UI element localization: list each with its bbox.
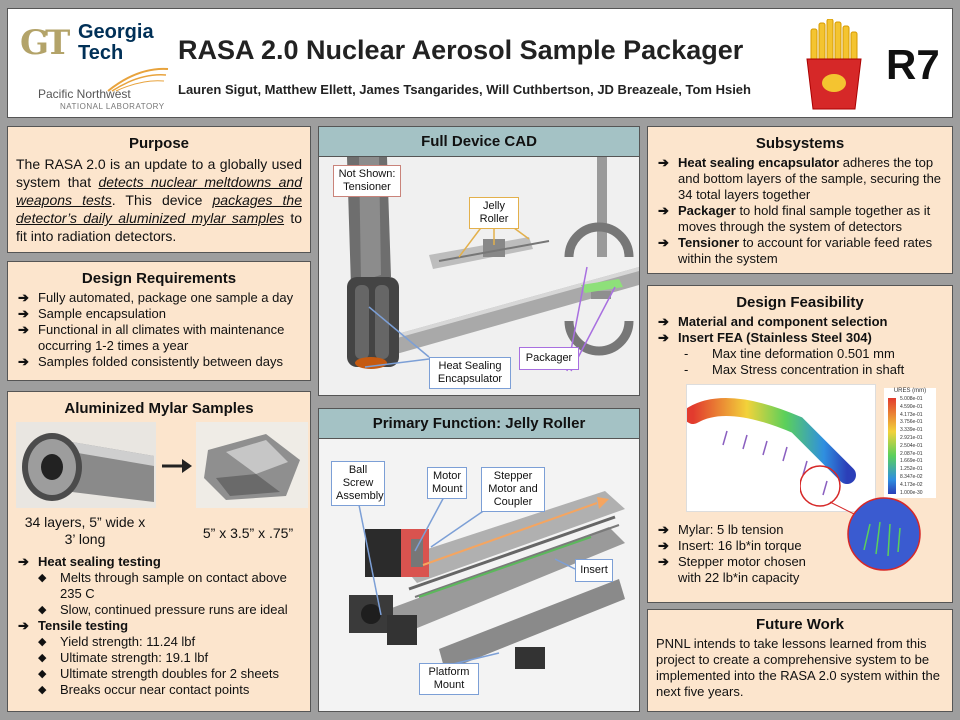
mylar-caption-left: 34 layers, 5” wide x 3’ long [24,514,146,547]
heat-sealing-testing-heading: ➔ Heat sealing testing [18,554,161,569]
list-item: - Max Stress concentration in shaft [684,362,905,377]
gt-logo-line1: Georgia [78,21,154,43]
heat-sealing-list [36,570,302,618]
list-item: ➔ Functional in all climates with maintenance occurring 1-2 times a year [18,322,285,353]
purpose-text-3: to fit into radiation detectors. [16,210,302,244]
poster-title: RASA 2.0 Nuclear Aerosol Sample Packager [178,35,744,65]
list-item: ➔ Insert: 16 lb*in torque [658,538,802,553]
full-device-cad-title: Full Device CAD [319,127,639,157]
callout-motor-mount: Motor Mount [427,467,467,499]
subsystems-title: Subsystems [755,135,845,152]
arrow-right-icon [162,456,192,476]
list-item: ◆ Melts through sample on contact above 235 C [38,570,287,601]
subsystems-section [647,126,953,274]
tensile-testing-heading: ➔ Tensile testing [18,618,129,633]
header-banner [7,8,953,118]
subsystems-list [656,155,944,267]
fea-legend-value: 4.173e-01 [900,411,923,418]
fea-legend-value: 5.008e-01 [900,396,923,402]
purpose-section [7,126,311,253]
design-feasibility-section [647,285,953,603]
callout-heat-sealing-encapsulator: Heat Sealing Encapsulator [429,357,511,389]
callout-ball-screw-assembly: Ball Screw Assembly [331,461,385,506]
purpose-text-1: The RASA 2.0 is an update to a globally used system that [16,156,302,190]
callout-not-shown-tensioner: Not Shown: Tensioner [333,165,401,197]
purpose-text-2: . This device [111,192,213,208]
mylar-section [7,391,311,712]
list-item: ➔ Packager to hold final sample together as it moves through the system of detectors [658,203,931,234]
folded-sample-image [196,422,308,508]
fea-legend-value: 2.087e-01 [900,450,923,457]
purpose-highlight-2: packages the detector’s daily aluminized mylar samples [16,192,302,226]
gt-logo-line2: Tech [78,42,124,64]
purpose-text [16,155,302,245]
fea-legend-value: 1.252e-01 [900,466,923,473]
purpose-highlight-1: detects nuclear meltdowns and weapons tests [16,174,303,208]
georgia-tech-logo [20,19,160,65]
callout-insert: Insert [575,559,613,582]
list-item: ➔ Tensioner to account for variable feed rates within the system [658,235,933,266]
callout-packager: Packager [519,347,579,370]
callout-stepper-motor-and-coupler: Stepper Motor and Coupler [481,467,545,512]
future-work-text: PNNL intends to take lessons learned from this project to create a comprehensive system to be implemented into the RASA 2.0 system within the next five years. [656,636,940,699]
fea-legend-value: 3.756e-01 [900,419,923,426]
fea-legend-value: 1.000e-30 [900,489,923,496]
list-item: ➔ Insert FEA (Stainless Steel 304) [658,330,872,345]
fea-legend-value: 4.173e-02 [900,481,923,488]
future-work-title: Future Work [755,616,845,633]
list-item: ➔ Heat sealing encapsulator adheres the top and bottom layers of the sample, securing the 34 total layers together [658,155,942,202]
future-work-section [647,609,953,712]
design-requirements-title: Design Requirements [81,270,237,287]
purpose-title: Purpose [128,135,189,152]
pnnl-line2: NATIONAL LABORATORY [60,102,165,111]
mylar-title: Aluminized Mylar Samples [64,400,254,417]
team-code: R7 [886,41,940,88]
pnnl-line1: Pacific Northwest [38,87,131,101]
design-requirements-list [16,290,302,370]
list-item: ➔ Material and component selection [658,314,888,329]
mylar-roll-image [16,422,156,508]
list-item: ◆ Breaks occur near contact points [38,682,250,697]
full-device-cad-section [318,126,640,396]
fea-legend-value: 2.504e-01 [900,442,923,449]
list-item: ➔ Fully automated, package one sample a day [18,290,294,305]
list-item: ➔ Mylar: 5 lb tension [658,522,784,537]
jelly-roller-title: Primary Function: Jelly Roller [319,409,639,439]
list-item: ◆ Yield strength: 11.24 lbf [38,634,196,649]
jelly-roller-section [318,408,640,712]
list-item: ➔ Sample encapsulation [18,306,166,321]
fea-legend-value: 1.669e-01 [900,458,923,465]
list-item: ◆ Ultimate strength doubles for 2 sheets [38,666,279,681]
feasibility-results-list [656,522,826,586]
pnnl-logo [38,65,173,113]
design-requirements-section [7,261,311,381]
design-feasibility-title: Design Feasibility [736,294,864,311]
tensile-list [36,634,302,698]
callout-jelly-roller: Jelly Roller [469,197,519,229]
author-list: Lauren Sigut, Matthew Ellett, James Tsangarides, Will Cuthbertson, JD Breazeale, Tom Hsieh [178,82,751,97]
mylar-caption-right: 5” x 3.5” x .75” [202,525,294,541]
fea-legend-value: 3.339e-01 [900,427,923,434]
list-item: - Max tine deformation 0.501 mm [684,346,895,361]
fea-legend-value: 2.921e-01 [900,434,923,441]
list-item: ➔ Samples folded consistently between days [18,354,283,369]
list-item: ◆ Slow, continued pressure runs are ideal [38,602,288,617]
gt-logo-mark: GT [20,23,67,63]
fea-legend-value: 8.347e-02 [900,473,923,480]
list-item: ◆ Ultimate strength: 19.1 lbf [38,650,209,665]
list-item: ➔ Stepper motor chosen with 22 lb*in capacity [658,554,806,585]
fea-legend-title: URES (mm) [893,388,927,394]
fea-legend-value: 4.590e-01 [900,403,923,410]
callout-platform-mount: Platform Mount [419,663,479,695]
french-fries-icon [803,19,865,111]
